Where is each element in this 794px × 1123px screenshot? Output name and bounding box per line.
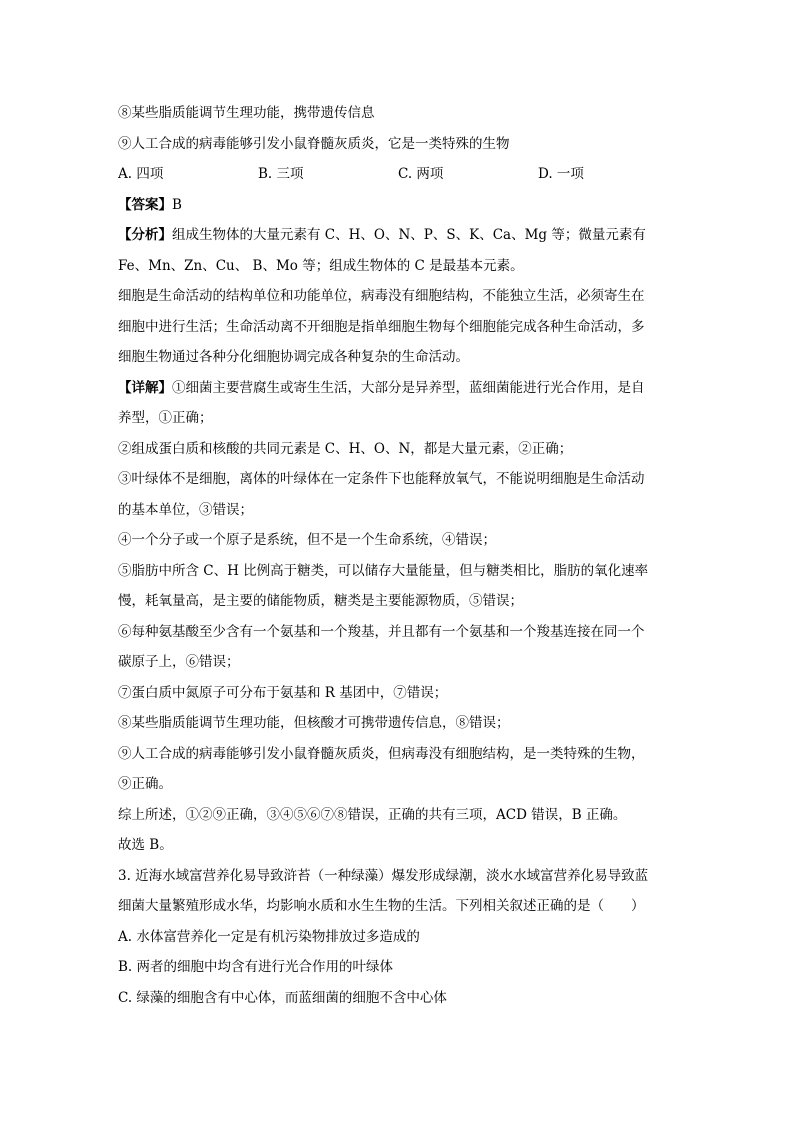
detail-line-13: ⑨人工合成的病毒能够引发小鼠脊髓灰质炎，但病毒没有细胞结构，是一类特殊的生物， [118,745,645,762]
detail-line-2: 养型，①正确； [118,410,213,426]
detail-line-10: 碳原子上，⑥错误； [118,654,240,670]
detail-line-11: ⑦蛋白质中氮原子可分布于氨基和 R 基团中，⑦错误； [118,684,448,701]
question-3-line-1: 3. 近海水域富营养化易导致浒苔（一种绿藻）爆发形成绿潮，淡水水域富营养化易导致蓝 [118,867,649,884]
detail-line-7: ⑤脂肪中所含 C、H 比例高于糖类，可以储存大量能量，但与糖类相比，脂肪的氧化速率 [118,562,649,579]
detail-line-14: ⑨正确。 [118,776,172,792]
answer-value: B [172,196,182,213]
detail-text-1: ①细菌主要营腐生或寄生生活，大部分是异养型，蓝细菌能进行光合作用，是自 [172,379,645,396]
statement-8: ⑧某些脂质能调节生理功能，携带遗传信息 [118,105,375,121]
detail-line-1 [118,373,678,404]
analysis-line-2: Fe、Mn、Zn、Cu、 B、Mo 等；组成生物体的 C 是最基本元素。 [118,257,524,274]
question-3-option-c: C. 绿藻的细胞含有中心体，而蓝细菌的细胞不含中心体 [118,989,447,1006]
detail-line-4: ③叶绿体不是细胞，离体的叶绿体在一定条件下也能释放氧气，不能说明细胞是生命活动 [118,471,645,487]
analysis-line-1 [118,220,678,251]
option-a: A. 四项 [118,166,164,182]
analysis-line-3: 细胞是生命活动的结构单位和功能单位，病毒没有细胞结构，不能独立生活，必须寄生在 [118,288,645,304]
option-b: B. 三项 [258,166,304,182]
summary-line: 综上所述，①②⑨正确，③④⑤⑥⑦⑧错误，正确的共有三项，ACD 错误，B 正确。 [118,806,627,823]
detail-line-12: ⑧某些脂质能调节生理功能，但核酸才可携带遗传信息，⑧错误； [118,715,510,731]
analysis-text-1: 组成生物体的大量元素有 C、H、O、N、P、S、K、Ca、Mg 等；微量元素有 [172,227,646,243]
detail-line-3: ②组成蛋白质和核酸的共同元素是 C、H、O、N，都是大量元素，②正确； [118,440,573,457]
statement-9: ⑨人工合成的病毒能够引发小鼠脊髓灰质炎，它是一类特殊的生物 [118,135,510,152]
question-3-line-2: 细菌大量繁殖形成水华，均影响水质和水生生物的生活。下列相关叙述正确的是（ ） [118,898,645,914]
detail-label: 【详解】 [118,379,172,396]
analysis-line-5: 细胞生物通过各种分化细胞协调完成各种复杂的生命活动。 [118,349,469,365]
analysis-label: 【分析】 [118,227,172,243]
detail-line-6: ④一个分子或一个原子是系统，但不是一个生命系统，④错误； [118,532,496,548]
conclusion-line: 故选 B。 [118,837,173,853]
analysis-line-4: 细胞中进行生活；生命活动离不开细胞是指单细胞生物每个细胞能完成各种生命活动，多 [118,318,645,335]
detail-line-8: 慢，耗氧量高，是主要的储能物质，糖类是主要能源物质，⑤错误； [118,593,523,609]
detail-line-9: ⑥每种氨基酸至少含有一个氨基和一个羧基，并且都有一个氨基和一个羧基连接在同一个 [118,623,645,640]
answer-line [118,190,678,221]
answer-options [118,159,678,190]
document-content [118,98,678,1013]
question-3-option-a: A. 水体富营养化一定是有机污染物排放过多造成的 [118,928,420,945]
option-d: D. 一项 [538,166,584,182]
answer-label: 【答案】 [118,196,172,213]
detail-line-5: 的基本单位，③错误； [118,501,253,518]
question-3-option-b: B. 两者的细胞中均含有进行光合作用的叶绿体 [118,959,394,975]
option-c: C. 两项 [398,166,444,182]
